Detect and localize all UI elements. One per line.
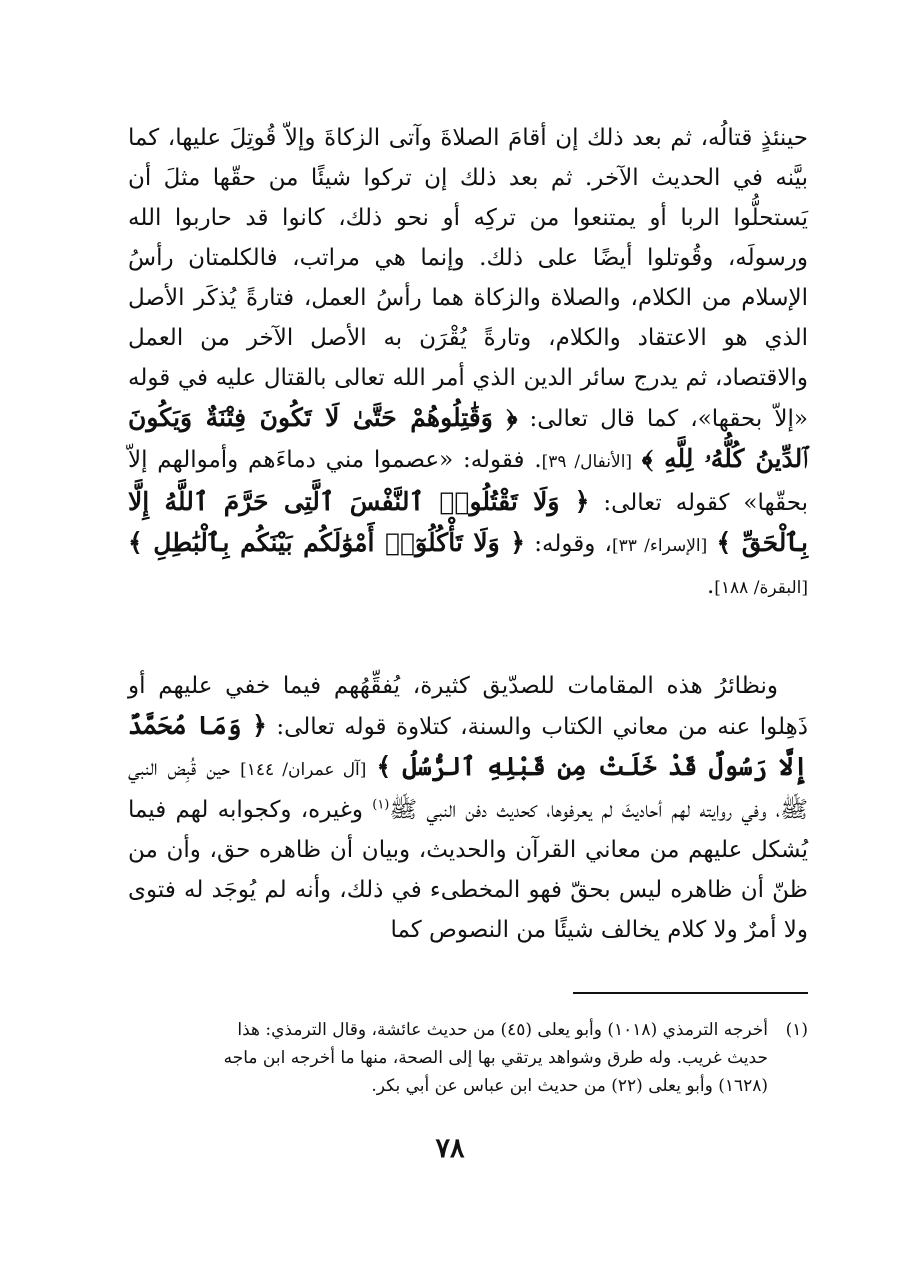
footnote-line-3: (١٦٢٨) وأبو يعلى (٢٢) من حديث ابن عباس عن أبي بكر. bbox=[371, 1076, 768, 1096]
footnote-text: أخرجه الترمذي (١٠١٨) وأبو يعلى (٤٥) من حديث عائشة، وقال الترمذي: هذا bbox=[237, 1020, 768, 1040]
verse-reference: [آل عمران/ ١٤٤] bbox=[240, 760, 367, 780]
verse-reference: [الإسراء/ ٣٣] bbox=[611, 536, 708, 556]
footnote-divider bbox=[573, 992, 808, 994]
footnote-marker[interactable]: (١) bbox=[372, 797, 390, 813]
verse-reference: [البقرة/ ١٨٨] bbox=[714, 578, 808, 598]
footnote bbox=[128, 1016, 808, 1100]
paragraph-1-text-d: . bbox=[706, 573, 715, 599]
footnote-line-2: حديث غريب. وله طرق وشواهد يرتقي بها إلى الصحة، منها ما أخرجه ابن ماجه bbox=[223, 1048, 768, 1068]
quran-verse: ﴿ وَمَا مُحَمَّدٌ إِلَّا رَسُولٌ قَدْ خَلَتْ مِن قَبْلِهِ ٱلرُّسُلُ ﴾ bbox=[128, 711, 808, 781]
paragraph-1-text-c: ، وقوله: bbox=[534, 531, 612, 557]
paragraph-2-text-b: حين قُبِض النبي ﷺ، وفي روايته لهم أحاديثَ لم يعرفوها، كحديث دفن النبي ﷺ bbox=[128, 755, 808, 823]
paragraph-2-text-c: وغيره، وكجوابه لهم فيما يُشكل عليهم من معاني القرآن والحديث، وبيان أن ظاهره حق، وأن من ظنّ أن ظاهره ليس بحقّ فهو المخطىء في ذلك، وأنه لم يُوجَد له فتوى ولا أمرٌ ولا كلام يخالف شيئًا من النصوص كما bbox=[128, 797, 808, 943]
page-number: ٧٨ bbox=[435, 1133, 465, 1164]
quran-verse: ﴿ وَلَا تَقْتُلُوا۟ ٱلنَّفْسَ ٱلَّتِى حَرَّمَ ٱللَّهُ إِلَّا بِٱلْحَقِّ ﴾ bbox=[128, 487, 809, 557]
paragraph-1-text-b: . فقوله: «عصموا مني دماءَهم وأموالهم إلاّ بحقّها» كقوله تعالى: bbox=[128, 447, 808, 516]
paragraph-1 bbox=[128, 118, 808, 608]
quran-verse: ﴿ وَقَٰتِلُوهُمْ حَتَّىٰ لَا تَكُونَ فِتْنَةٌ وَيَكُونَ ٱلدِّينُ كُلُّهُۥ لِلَّهِ ﴾ bbox=[128, 403, 809, 473]
main-text bbox=[128, 118, 808, 950]
verse-reference: [الأنفال/ ٣٩] bbox=[541, 452, 633, 472]
footnote-number: (١) bbox=[785, 1020, 808, 1040]
paragraph-2-text-a: ونظائرُ هذه المقامات للصدّيق كثيرة، يُفقِّهُهم فيما خفي عليهم أو ذَهِلوا عنه من معاني الكتاب والسنة، كتلاوة قوله تعالى: bbox=[128, 673, 808, 740]
quran-verse: ﴿ وَلَا تَأْكُلُوٓا۟ أَمْوَٰلَكُم بَيْنَكُم بِٱلْبَٰطِلِ ﴾ bbox=[128, 528, 525, 557]
paragraph-2 bbox=[128, 666, 808, 950]
paragraph-1-text-a: حينئذٍ قتالُه، ثم بعد ذلك إن أقامَ الصلاةَ وآتى الزكاةَ وإلاّ قُوتِلَ عليها، كما بيَّنه في الحديث الآخر. ثم بعد ذلك إن تركوا شيئًا من حقّها مثلَ أن يَستحلُّوا الربا أو يمتنعوا من تركِه أو نحو ذلك، كانوا قد حاربوا الله ورسولَه، وقُوتلوا أيضًا على ذلك. وإنما هي مراتب، فالكلمتان رأسُ الإسلام من الكلام، والصلاة والزكاة هما رأسُ العمل، فتارةً يُذكَر الأصل الذي هو الاعتقاد والكلام، وتارةً يُقْرَن به الأصل الآخر من العمل والاقتصاد، ثم يدرج سائر الدين الذي أمر الله تعالى بالقتال عليه في قوله «إلاّ بحقها»، كما قال تعالى: bbox=[128, 125, 808, 432]
footnote-line-1 bbox=[128, 1016, 808, 1044]
